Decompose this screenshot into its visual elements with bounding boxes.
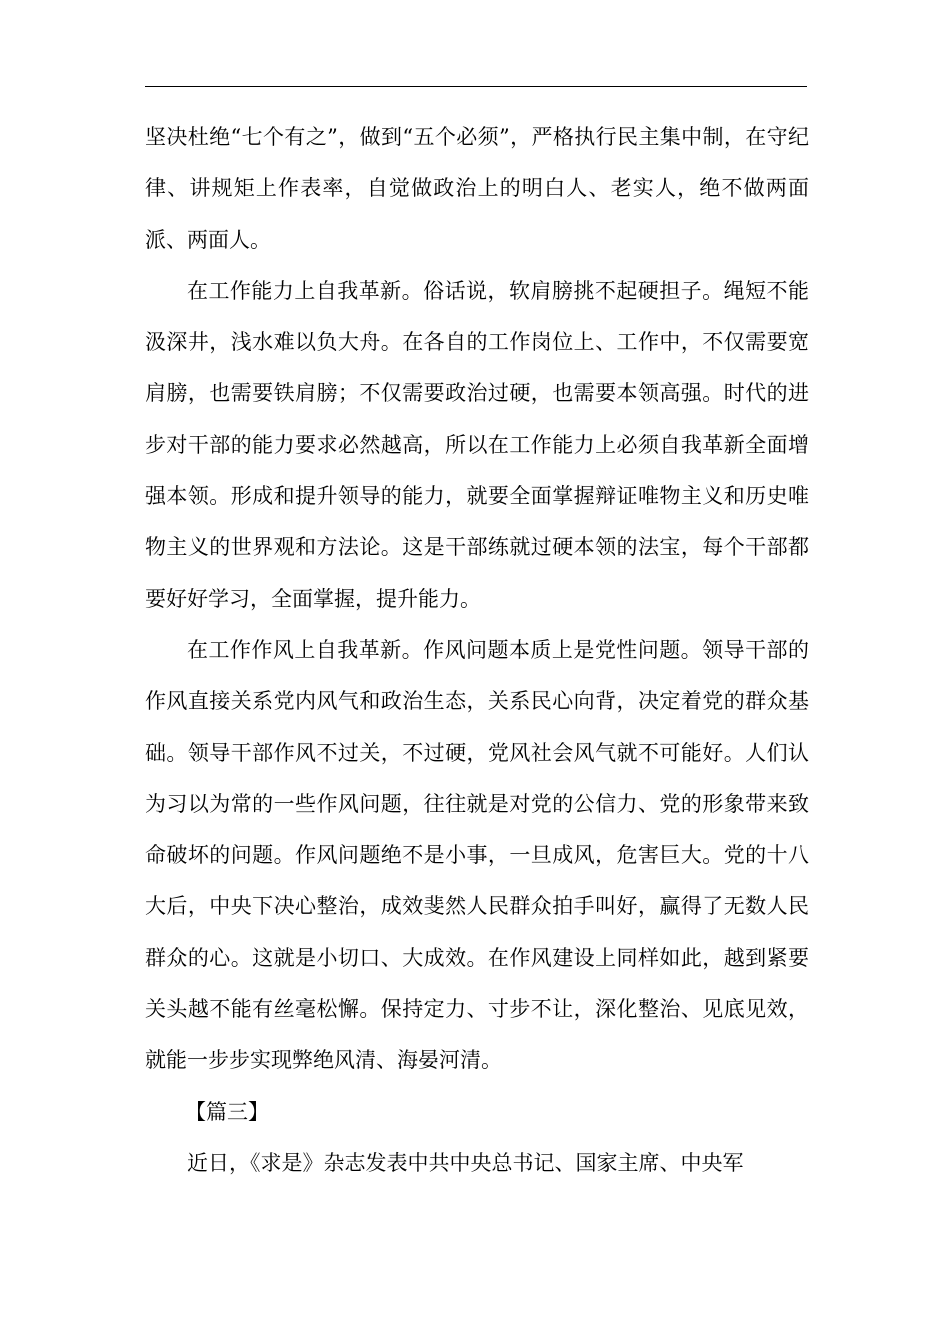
paragraph-work-style: 在工作作风上自我革新。作风问题本质上是党性问题。领导干部的作风直接关系党内风气和政治生态，关系民心向背，决定着党的群众基础。领导干部作风不过关，不过硬，党风社会风气就不可能好。人们认为习以为常的一些作风问题，往往就是对党的公信力、党的形象带来致命破坏的问题。作风问题绝不是小事，一旦成风，危害巨大。党的十八大后，中央下决心整治，成效斐然人民群众拍手叫好，赢得了无数人民群众的心。这就是小切口、大成效。在作风建设上同样如此，越到紧要关头越不能有丝毫松懈。保持定力、寸步不让，深化整治、见底见效，就能一步步实现弊绝风清、海晏河清。 — [145, 637, 809, 1073]
paragraph-continuation: 坚决杜绝“七个有之”，做到“五个必须”，严格执行民主集中制，在守纪律、讲规矩上作表率，自觉做政治上的明白人、老实人，绝不做两面派、两面人。 — [145, 125, 809, 252]
paragraph-section-three-start: 近日，《求是》杂志发表中共中央总书记、国家主席、中央军 — [187, 1150, 744, 1175]
section-heading: 【篇三】 — [185, 1099, 269, 1124]
header-rule — [145, 86, 807, 87]
document-body — [145, 112, 809, 1189]
paragraph-work-ability: 在工作能力上自我革新。俗话说，软肩膀挑不起硬担子。绳短不能汲深井，浅水难以负大舟。在各自的工作岗位上、工作中，不仅需要宽肩膀，也需要铁肩膀；不仅需要政治过硬，也需要本领高强。时代的进步对干部的能力要求必然越高，所以在工作能力上必须自我革新全面增强本领。形成和提升领导的能力，就要全面掌握辩证唯物主义和历史唯物主义的世界观和方法论。这是干部练就过硬本领的法宝，每个干部都要好好学习，全面掌握，提升能力。 — [145, 278, 809, 611]
